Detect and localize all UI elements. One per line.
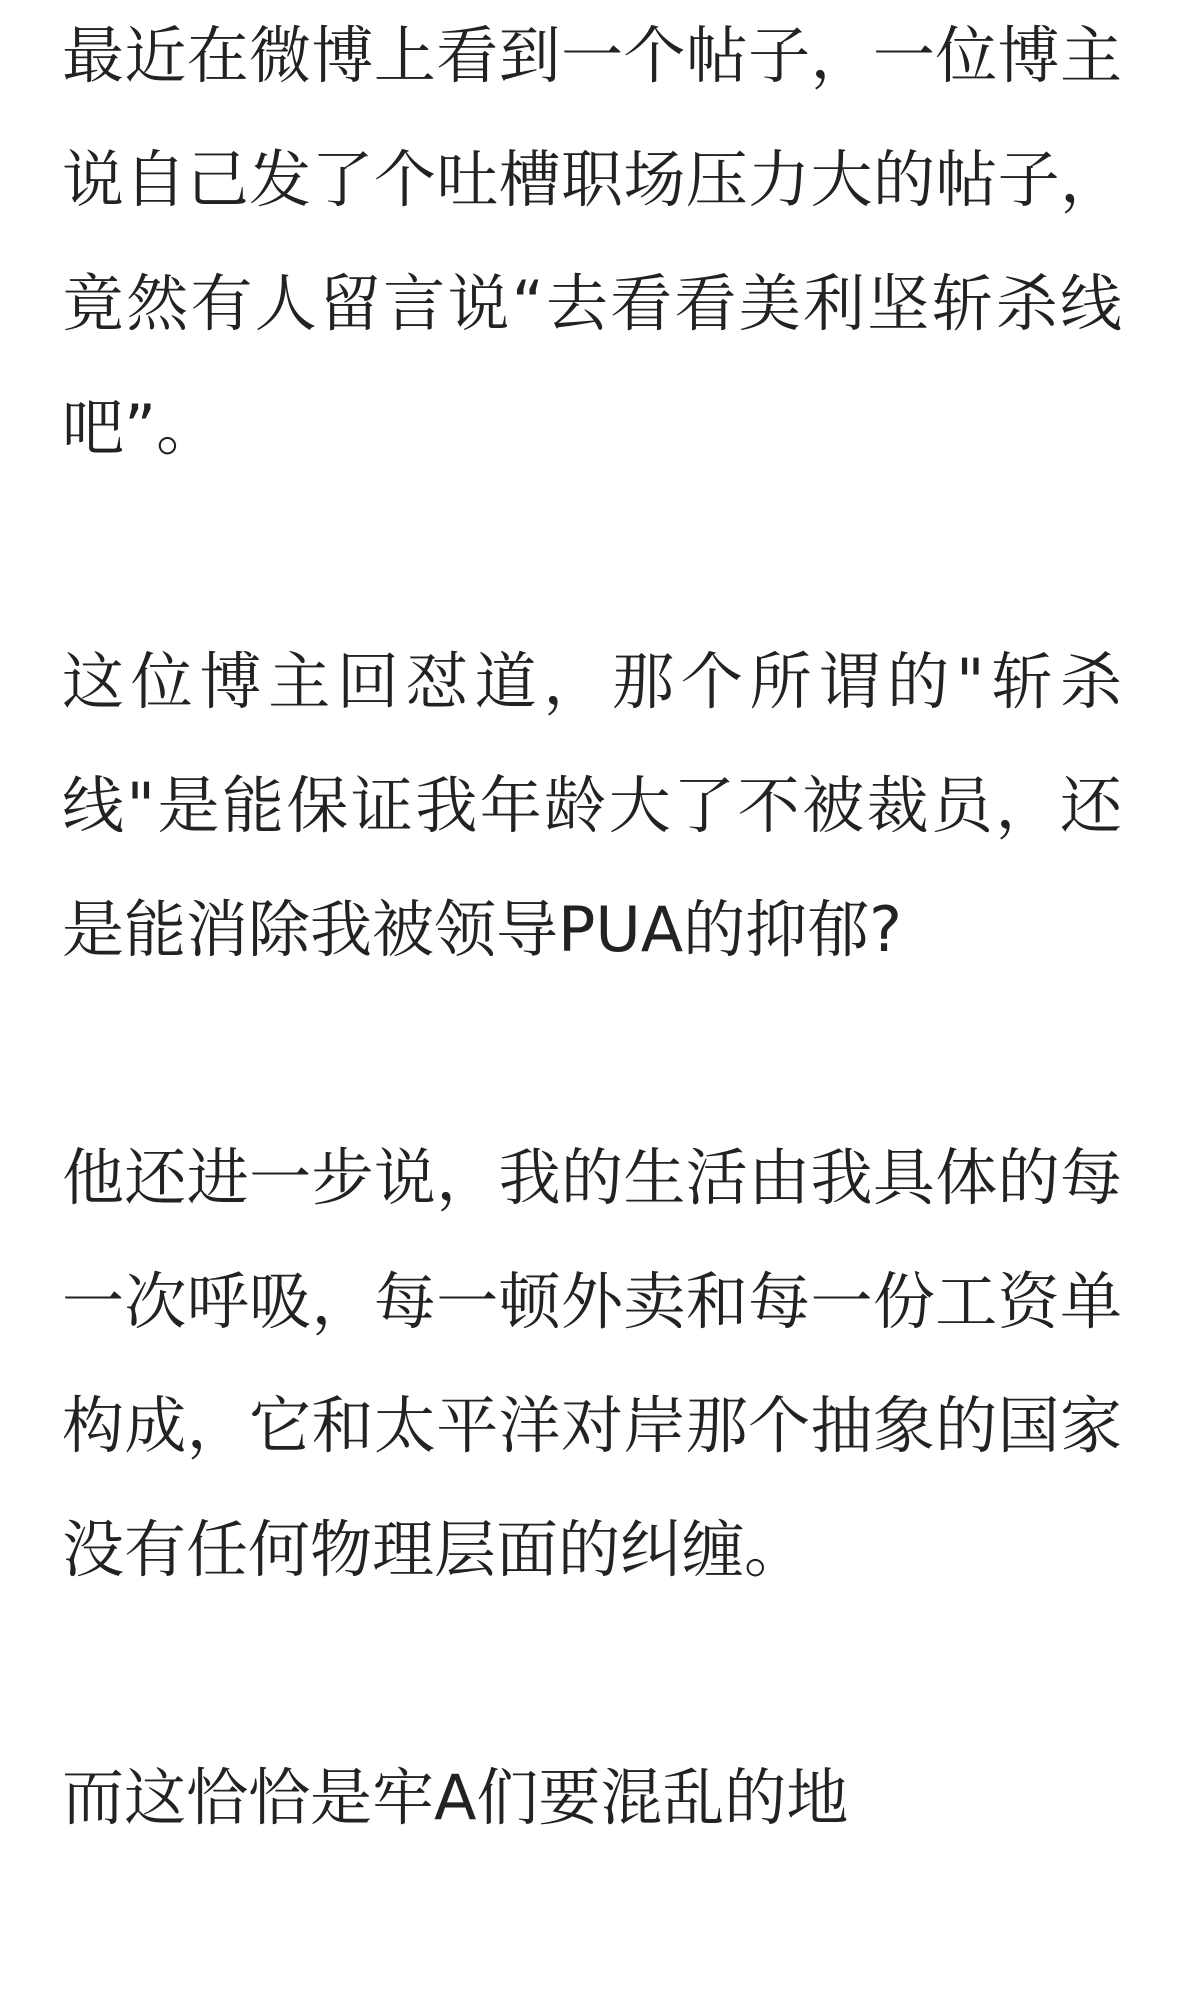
paragraph-3: 他还进一步说，我的生活由我具体的每一次呼吸，每一顿外卖和每一份工资单构成，它和太平洋对岸那个抽象的国家没有任何物理层面的纠缠。 — [62, 1141, 1122, 1586]
paragraph-1: 最近在微博上看到一个帖子，一位博主说自己发了个吐槽职场压力大的帖子，竟然有人留言说“去看看美利坚斩杀线吧”。 — [62, 19, 1122, 464]
paragraph-4: 而这恰恰是牢A们要混乱的地 — [62, 1761, 849, 1834]
paragraph-2: 这位博主回怼道，那个所谓的"斩杀线"是能保证我年龄大了不被裁员，还是能消除我被领导PUA的抑郁? — [62, 645, 1122, 966]
article-body — [62, 0, 1122, 1860]
